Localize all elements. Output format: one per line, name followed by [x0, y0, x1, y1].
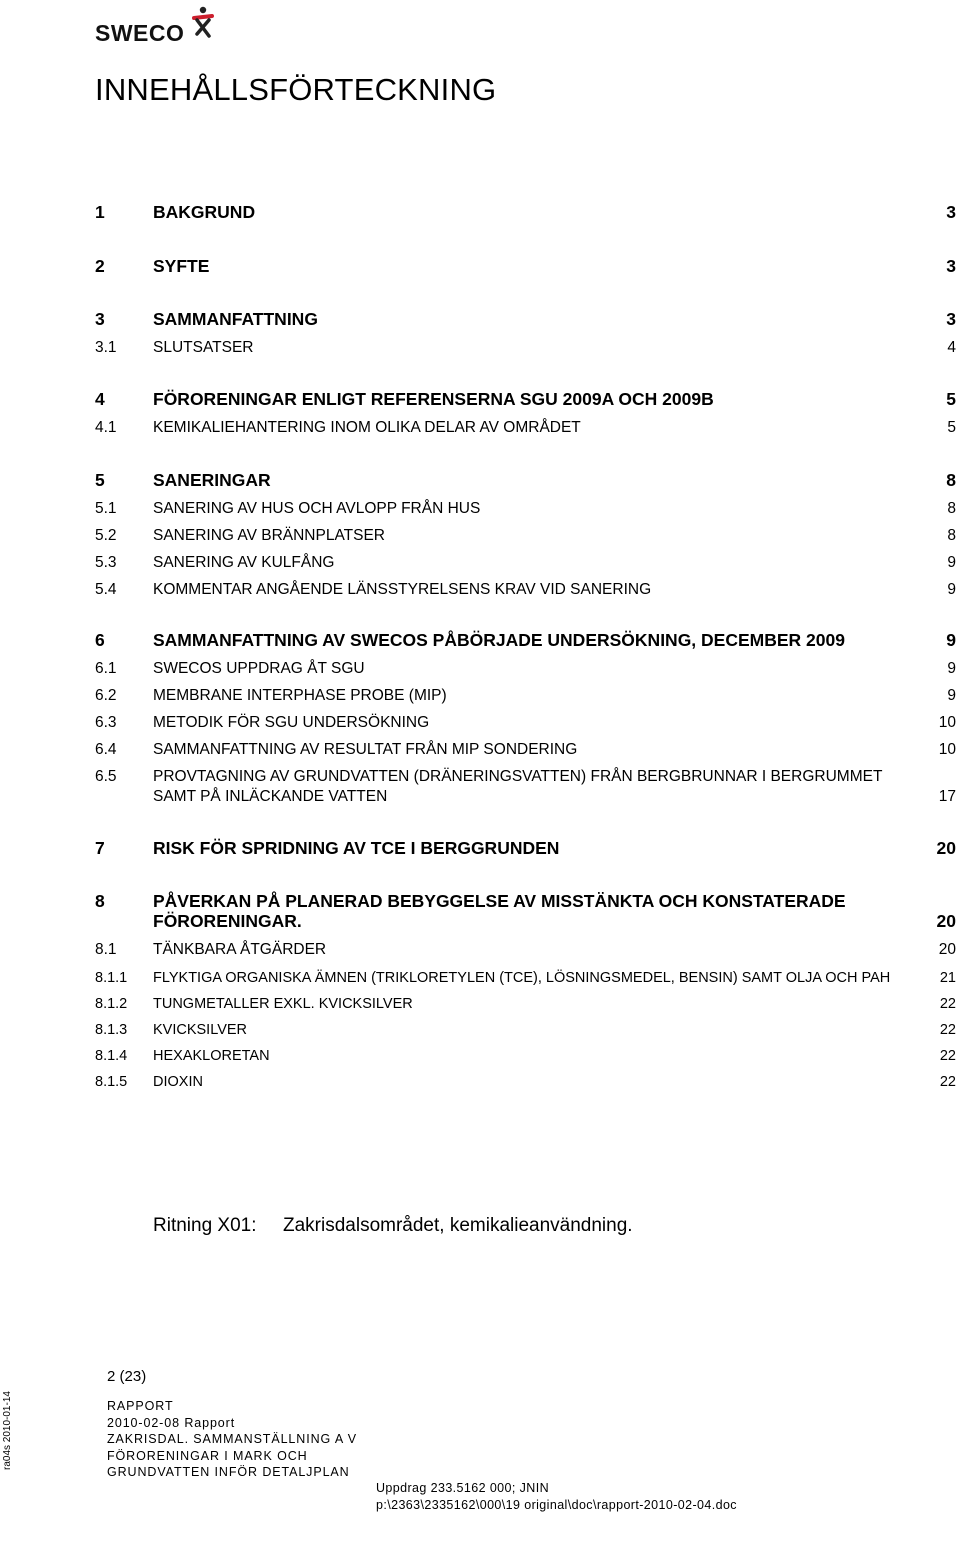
- toc-entry-number: 4.1: [95, 419, 117, 436]
- toc-entry-title-line: KVICKSILVER: [153, 1022, 248, 1038]
- toc-entry-page: 20: [938, 941, 956, 958]
- toc-entry-title-line: FÖRORENINGAR.: [153, 911, 302, 931]
- page-number: 2 (23): [107, 1368, 147, 1385]
- toc-entry-number: 6.1: [95, 660, 117, 677]
- toc-entry-title-line: PROVTAGNING AV GRUNDVATTEN (DRÄNERINGSVATTEN) FRÅN BERGBRUNNAR I BERGRUMMET: [153, 768, 883, 785]
- page-title: INNEHÅLLSFÖRTECKNING: [95, 72, 497, 107]
- toc-entry-number: 7: [95, 838, 105, 858]
- toc-entry-title: [153, 994, 933, 1014]
- toc-entry-number: 6.3: [95, 714, 117, 731]
- toc-entry-title: [153, 891, 933, 931]
- toc-entry-page: 10: [938, 741, 956, 758]
- toc-entry-title: [153, 713, 933, 733]
- toc-entry-title: [153, 1046, 933, 1066]
- toc-entry-title-line: MEMBRANE INTERPHASE PROBE (MIP): [153, 687, 447, 704]
- toc-entry-page: 3: [946, 309, 956, 329]
- toc-entry-title-line: BAKGRUND: [153, 202, 256, 222]
- toc-entry-page: 22: [939, 996, 956, 1012]
- report-meta-line: FÖRORENINGAR I MARK OCH: [107, 1448, 308, 1463]
- toc-entry-number: 8.1: [95, 941, 117, 958]
- toc-entry-number: 5.3: [95, 554, 117, 571]
- toc-entry-page: 22: [939, 1048, 956, 1064]
- toc-entry-page: 22: [939, 1022, 956, 1038]
- toc-entry-number: 8.1.2: [95, 996, 128, 1012]
- toc-entry-title: [153, 767, 933, 807]
- toc-entry-page: 9: [947, 687, 956, 704]
- toc-entry-title: [153, 256, 933, 276]
- toc-entry-title: [153, 838, 933, 858]
- side-code-wrap: [2, 1391, 16, 1560]
- toc-entry-page: 5: [946, 389, 956, 409]
- toc-entry-number: 8.1.4: [95, 1048, 128, 1064]
- toc-entry-page: 3: [946, 202, 956, 222]
- toc-entry-title: [153, 686, 933, 706]
- toc-entry-number: 5.2: [95, 527, 117, 544]
- toc-entry-title: [153, 526, 933, 546]
- toc-entry-page: 10: [938, 714, 956, 731]
- toc-entry-title: [153, 470, 933, 490]
- toc-entry-number: 4: [95, 389, 105, 409]
- toc-entry-title-line: RISK FÖR SPRIDNING AV TCE I BERGGRUNDEN: [153, 838, 560, 858]
- uppdrag-line: Uppdrag 233.5162 000; JNIN: [376, 1481, 550, 1495]
- toc-entry-page: 22: [939, 1074, 956, 1090]
- toc-entry-page: 9: [946, 630, 956, 650]
- toc-entry-title: [153, 338, 933, 358]
- toc-entry-title-line: TÄNKBARA ÅTGÄRDER: [153, 941, 327, 958]
- toc-entry-title-line: SAMT PÅ INLÄCKANDE VATTEN: [153, 788, 388, 805]
- toc-entry-title: [153, 1072, 933, 1092]
- toc-entry-number: 5.1: [95, 500, 117, 517]
- uppdrag-info: [376, 1480, 737, 1513]
- toc-entry-number: 3.1: [95, 339, 117, 356]
- toc-entry-title-line: METODIK FÖR SGU UNDERSÖKNING: [153, 714, 430, 731]
- toc-entry-number: 6.2: [95, 687, 117, 704]
- report-meta-line: GRUNDVATTEN INFÖR DETALJPLAN: [107, 1465, 350, 1479]
- toc-entry-number: 6.5: [95, 768, 117, 785]
- ritning-text: Zakrisdalsområdet, kemikalieanvändning.: [283, 1215, 633, 1236]
- toc-entry-number: 3: [95, 309, 105, 329]
- toc-entry-number: 6: [95, 630, 105, 650]
- toc-entry-number: 8.1.1: [95, 970, 128, 986]
- toc-entry-title-line: SANERINGAR: [153, 470, 271, 490]
- toc-entry-title-line: SANERING AV KULFÅNG: [153, 554, 335, 571]
- uppdrag-line: p:\2363\2335162\000\19 original\doc\rapport-2010-02-04.doc: [376, 1497, 737, 1512]
- report-meta: [107, 1398, 357, 1481]
- toc-entry-number: 8.1.5: [95, 1074, 128, 1090]
- toc-entry-title-line: KOMMENTAR ANGÅENDE LÄNSSTYRELSENS KRAV VID SANERING: [153, 581, 652, 598]
- toc-entry-title-line: SAMMANFATTNING: [153, 309, 318, 329]
- toc-entry-page: 9: [947, 660, 956, 677]
- toc-entry-title-line: HEXAKLORETAN: [153, 1048, 270, 1064]
- toc-entry-title-line: SAMMANFATTNING AV SWECOS PÅBÖRJADE UNDERSÖKNING, DECEMBER 2009: [153, 630, 845, 650]
- toc-entry-number: 8: [95, 891, 105, 911]
- toc-entry-title: [153, 389, 933, 409]
- toc-entry-title-line: SYFTE: [153, 256, 210, 276]
- toc-entry-title: [153, 740, 933, 760]
- toc-entry-title: [153, 418, 933, 438]
- toc-entry-page: 3: [946, 256, 956, 276]
- toc-entry-title: [153, 659, 933, 679]
- toc-entry-title-line: PÅVERKAN PÅ PLANERAD BEBYGGELSE AV MISSTÄNKTA OCH KONSTATERADE: [153, 891, 846, 911]
- toc-entry-page: 20: [936, 838, 956, 858]
- toc-entry-page: 20: [936, 911, 956, 931]
- toc-entry-title-line: DIOXIN: [153, 1074, 203, 1090]
- toc-entry-number: 5: [95, 470, 105, 490]
- toc-entry-title-line: SANERING AV HUS OCH AVLOPP FRÅN HUS: [153, 500, 481, 517]
- toc-entry-title-line: TUNGMETALLER EXKL. KVICKSILVER: [153, 996, 413, 1012]
- logo-text: SWECO: [95, 20, 185, 46]
- toc-entry-title: [153, 940, 933, 960]
- toc-entry-title-line: SWECOS UPPDRAG ÅT SGU: [153, 660, 365, 677]
- toc-entry-title: [153, 968, 933, 988]
- toc-entry-title-line: FÖRORENINGAR ENLIGT REFERENSERNA SGU 2009A OCH 2009B: [153, 389, 714, 409]
- toc-entry-title: [153, 1020, 933, 1040]
- side-code: ra04s 2010-01-14: [2, 1391, 13, 1470]
- toc-entry-title-line: KEMIKALIEHANTERING INOM OLIKA DELAR AV OMRÅDET: [153, 419, 581, 436]
- toc-entry-title: [153, 580, 933, 600]
- toc-entry-title-line: SLUTSATSER: [153, 339, 254, 356]
- toc-entry-number: 1: [95, 202, 105, 222]
- report-meta-line: 2010-02-08 Rapport: [107, 1415, 236, 1430]
- toc-entry-title-line: SANERING AV BRÄNNPLATSER: [153, 527, 385, 544]
- toc-entry-page: 17: [938, 788, 956, 805]
- ritning-label: Ritning X01:: [153, 1215, 257, 1236]
- toc-entry-page: 8: [947, 500, 956, 517]
- toc-entry-page: 8: [946, 470, 956, 490]
- toc-entry-number: 8.1.3: [95, 1022, 128, 1038]
- toc-entry-page: 8: [947, 527, 956, 544]
- report-meta-line: RAPPORT: [107, 1399, 174, 1413]
- toc-entry-title-line: FLYKTIGA ORGANISKA ÄMNEN (TRIKLORETYLEN (TCE), LÖSNINGSMEDEL, BENSIN) SAMT OLJA OCH PAH: [153, 970, 891, 986]
- ritning-line: [153, 1215, 633, 1237]
- toc-entry-page: 5: [947, 419, 956, 436]
- toc-entry-page: 9: [947, 554, 956, 571]
- toc-entry-title: [153, 202, 933, 222]
- toc-entry-title-line: SAMMANFATTNING AV RESULTAT FRÅN MIP SONDERING: [153, 741, 578, 758]
- report-meta-line: ZAKRISDAL. SAMMANSTÄLLNING A V: [107, 1432, 357, 1446]
- toc-entry-title: [153, 309, 933, 329]
- toc-entry-page: 21: [939, 970, 956, 986]
- toc-entry-number: 2: [95, 256, 105, 276]
- toc-entry-title: [153, 630, 933, 650]
- toc-entry-number: 6.4: [95, 741, 117, 758]
- toc-entry-page: 9: [947, 581, 956, 598]
- toc-entry-title: [153, 499, 933, 519]
- toc-entry-number: 5.4: [95, 581, 117, 598]
- toc-entry-title: [153, 553, 933, 573]
- toc-entry-page: 4: [947, 339, 956, 356]
